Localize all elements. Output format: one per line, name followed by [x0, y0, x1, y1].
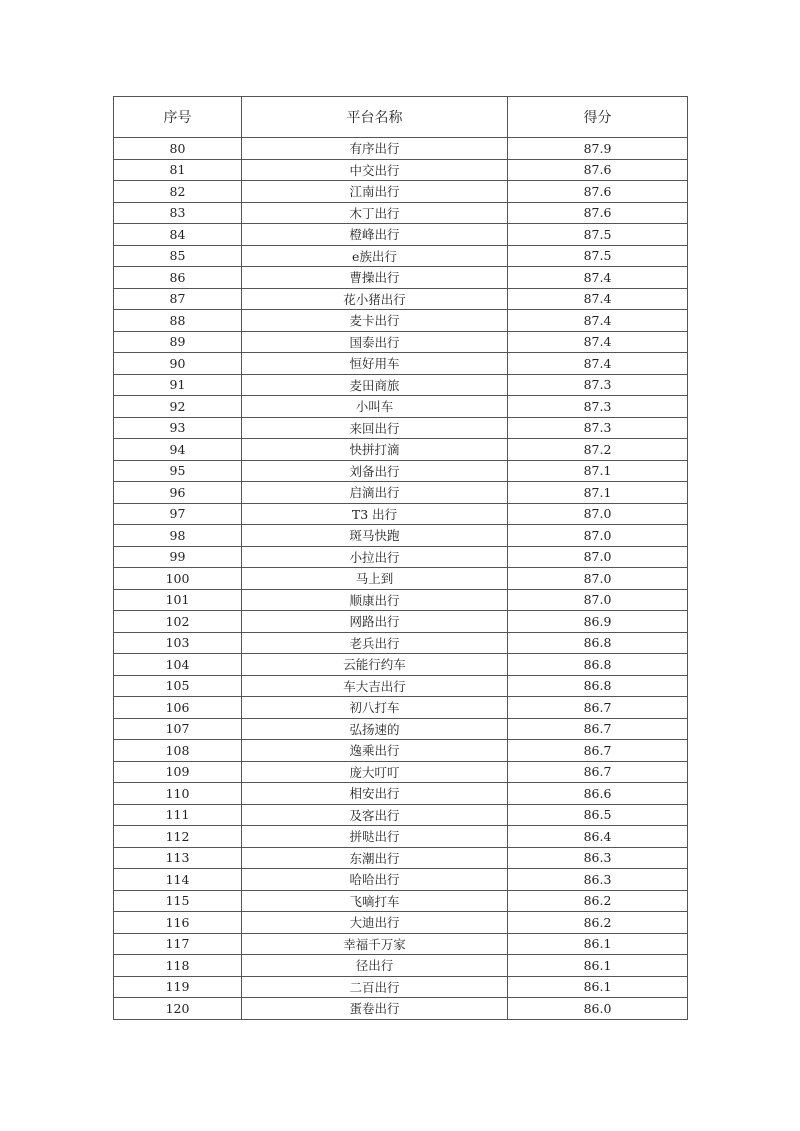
cell-score: 86.7	[508, 761, 688, 783]
table-row	[114, 632, 688, 654]
cell-platform-name: 拼哒出行	[242, 826, 508, 848]
table-row	[114, 288, 688, 310]
cell-platform-name: e族出行	[242, 245, 508, 267]
cell-platform-name: 橙峰出行	[242, 224, 508, 246]
cell-index: 120	[114, 998, 242, 1020]
cell-platform-name: 径出行	[242, 955, 508, 977]
cell-score: 86.3	[508, 869, 688, 891]
cell-index: 111	[114, 804, 242, 826]
cell-platform-name: 来回出行	[242, 417, 508, 439]
ranking-table	[113, 96, 688, 1020]
cell-score: 87.0	[508, 525, 688, 547]
cell-index: 80	[114, 138, 242, 160]
cell-index: 81	[114, 159, 242, 181]
cell-index: 103	[114, 632, 242, 654]
table-row	[114, 331, 688, 353]
cell-index: 83	[114, 202, 242, 224]
cell-index: 102	[114, 611, 242, 633]
header-score: 得分	[508, 97, 688, 138]
cell-index: 110	[114, 783, 242, 805]
cell-platform-name: 启滴出行	[242, 482, 508, 504]
table-row	[114, 525, 688, 547]
cell-score: 86.2	[508, 912, 688, 934]
cell-score: 86.0	[508, 998, 688, 1020]
table-row	[114, 138, 688, 160]
cell-platform-name: 逸乘出行	[242, 740, 508, 762]
cell-index: 97	[114, 503, 242, 525]
cell-platform-name: 顺康出行	[242, 589, 508, 611]
cell-index: 105	[114, 675, 242, 697]
cell-platform-name: 江南出行	[242, 181, 508, 203]
table-row	[114, 890, 688, 912]
table-row	[114, 482, 688, 504]
cell-score: 87.4	[508, 310, 688, 332]
table-row	[114, 353, 688, 375]
cell-platform-name: 斑马快跑	[242, 525, 508, 547]
cell-score: 87.6	[508, 159, 688, 181]
cell-platform-name: 小叫车	[242, 396, 508, 418]
cell-score: 87.4	[508, 331, 688, 353]
cell-platform-name: 有序出行	[242, 138, 508, 160]
cell-index: 94	[114, 439, 242, 461]
header-index: 序号	[114, 97, 242, 138]
table-row	[114, 224, 688, 246]
cell-platform-name: 云能行约车	[242, 654, 508, 676]
cell-platform-name: 东潮出行	[242, 847, 508, 869]
cell-index: 113	[114, 847, 242, 869]
cell-score: 86.6	[508, 783, 688, 805]
cell-index: 109	[114, 761, 242, 783]
cell-index: 98	[114, 525, 242, 547]
cell-index: 108	[114, 740, 242, 762]
cell-index: 91	[114, 374, 242, 396]
cell-score: 87.0	[508, 589, 688, 611]
cell-platform-name: 哈哈出行	[242, 869, 508, 891]
table-row	[114, 396, 688, 418]
cell-platform-name: 庞大叮叮	[242, 761, 508, 783]
cell-index: 100	[114, 568, 242, 590]
cell-platform-name: 小拉出行	[242, 546, 508, 568]
cell-platform-name: 麦田商旅	[242, 374, 508, 396]
cell-index: 96	[114, 482, 242, 504]
cell-score: 87.0	[508, 503, 688, 525]
table-row	[114, 998, 688, 1020]
cell-index: 93	[114, 417, 242, 439]
cell-score: 87.4	[508, 353, 688, 375]
table-row	[114, 740, 688, 762]
table-row	[114, 503, 688, 525]
table-row	[114, 933, 688, 955]
cell-platform-name: 麦卡出行	[242, 310, 508, 332]
cell-index: 82	[114, 181, 242, 203]
table-row	[114, 310, 688, 332]
table-row	[114, 267, 688, 289]
cell-index: 89	[114, 331, 242, 353]
cell-index: 92	[114, 396, 242, 418]
cell-index: 88	[114, 310, 242, 332]
table-row	[114, 460, 688, 482]
table-row	[114, 611, 688, 633]
cell-score: 86.7	[508, 697, 688, 719]
table-row	[114, 417, 688, 439]
cell-score: 87.3	[508, 396, 688, 418]
cell-index: 119	[114, 976, 242, 998]
cell-index: 87	[114, 288, 242, 310]
cell-score: 86.8	[508, 632, 688, 654]
cell-platform-name: 花小猪出行	[242, 288, 508, 310]
table-row	[114, 718, 688, 740]
table-row	[114, 159, 688, 181]
cell-index: 112	[114, 826, 242, 848]
cell-platform-name: 中交出行	[242, 159, 508, 181]
cell-platform-name: 老兵出行	[242, 632, 508, 654]
cell-score: 86.8	[508, 675, 688, 697]
table-row	[114, 675, 688, 697]
table-row	[114, 654, 688, 676]
table-row	[114, 912, 688, 934]
cell-index: 86	[114, 267, 242, 289]
cell-score: 87.5	[508, 224, 688, 246]
cell-platform-name: 弘扬速的	[242, 718, 508, 740]
table-row	[114, 976, 688, 998]
table-body	[114, 138, 688, 1020]
cell-platform-name: 恒好用车	[242, 353, 508, 375]
cell-platform-name: 二百出行	[242, 976, 508, 998]
table-row	[114, 439, 688, 461]
cell-platform-name: 相安出行	[242, 783, 508, 805]
table-row	[114, 761, 688, 783]
cell-platform-name: 及客出行	[242, 804, 508, 826]
cell-score: 86.7	[508, 718, 688, 740]
cell-platform-name: 马上到	[242, 568, 508, 590]
cell-platform-name: 快拼打滴	[242, 439, 508, 461]
cell-score: 87.3	[508, 417, 688, 439]
table-row	[114, 202, 688, 224]
cell-index: 99	[114, 546, 242, 568]
cell-index: 118	[114, 955, 242, 977]
cell-index: 95	[114, 460, 242, 482]
cell-score: 87.4	[508, 267, 688, 289]
table-row	[114, 783, 688, 805]
cell-score: 87.1	[508, 482, 688, 504]
cell-score: 86.7	[508, 740, 688, 762]
cell-score: 86.5	[508, 804, 688, 826]
cell-index: 84	[114, 224, 242, 246]
table-row	[114, 697, 688, 719]
cell-platform-name: 曹操出行	[242, 267, 508, 289]
cell-score: 86.9	[508, 611, 688, 633]
table-row	[114, 568, 688, 590]
table-row	[114, 955, 688, 977]
table-row	[114, 374, 688, 396]
cell-index: 115	[114, 890, 242, 912]
cell-index: 101	[114, 589, 242, 611]
cell-score: 87.5	[508, 245, 688, 267]
cell-score: 87.6	[508, 202, 688, 224]
cell-platform-name: 飞嘀打车	[242, 890, 508, 912]
cell-score: 87.2	[508, 439, 688, 461]
cell-index: 117	[114, 933, 242, 955]
cell-index: 106	[114, 697, 242, 719]
cell-platform-name: 国泰出行	[242, 331, 508, 353]
cell-score: 86.8	[508, 654, 688, 676]
cell-platform-name: 木丁出行	[242, 202, 508, 224]
cell-score: 86.2	[508, 890, 688, 912]
cell-index: 104	[114, 654, 242, 676]
cell-platform-name: 网路出行	[242, 611, 508, 633]
cell-score: 87.6	[508, 181, 688, 203]
table-row	[114, 181, 688, 203]
cell-platform-name: T3 出行	[242, 503, 508, 525]
cell-score: 87.9	[508, 138, 688, 160]
cell-index: 107	[114, 718, 242, 740]
cell-platform-name: 初八打车	[242, 697, 508, 719]
table-row	[114, 546, 688, 568]
table-row	[114, 869, 688, 891]
table-row	[114, 589, 688, 611]
table-header-row	[114, 97, 688, 138]
cell-score: 86.1	[508, 976, 688, 998]
table-row	[114, 847, 688, 869]
cell-platform-name: 刘备出行	[242, 460, 508, 482]
header-platform-name: 平台名称	[242, 97, 508, 138]
cell-index: 90	[114, 353, 242, 375]
cell-platform-name: 车大吉出行	[242, 675, 508, 697]
cell-index: 116	[114, 912, 242, 934]
cell-platform-name: 大迪出行	[242, 912, 508, 934]
cell-score: 87.3	[508, 374, 688, 396]
table-row	[114, 245, 688, 267]
cell-score: 87.4	[508, 288, 688, 310]
cell-index: 85	[114, 245, 242, 267]
cell-score: 86.4	[508, 826, 688, 848]
cell-score: 86.3	[508, 847, 688, 869]
table-row	[114, 826, 688, 848]
cell-score: 87.0	[508, 568, 688, 590]
cell-index: 114	[114, 869, 242, 891]
cell-score: 86.1	[508, 955, 688, 977]
cell-score: 87.1	[508, 460, 688, 482]
table-row	[114, 804, 688, 826]
cell-score: 87.0	[508, 546, 688, 568]
cell-platform-name: 幸福千万家	[242, 933, 508, 955]
cell-platform-name: 蛋卷出行	[242, 998, 508, 1020]
cell-score: 86.1	[508, 933, 688, 955]
